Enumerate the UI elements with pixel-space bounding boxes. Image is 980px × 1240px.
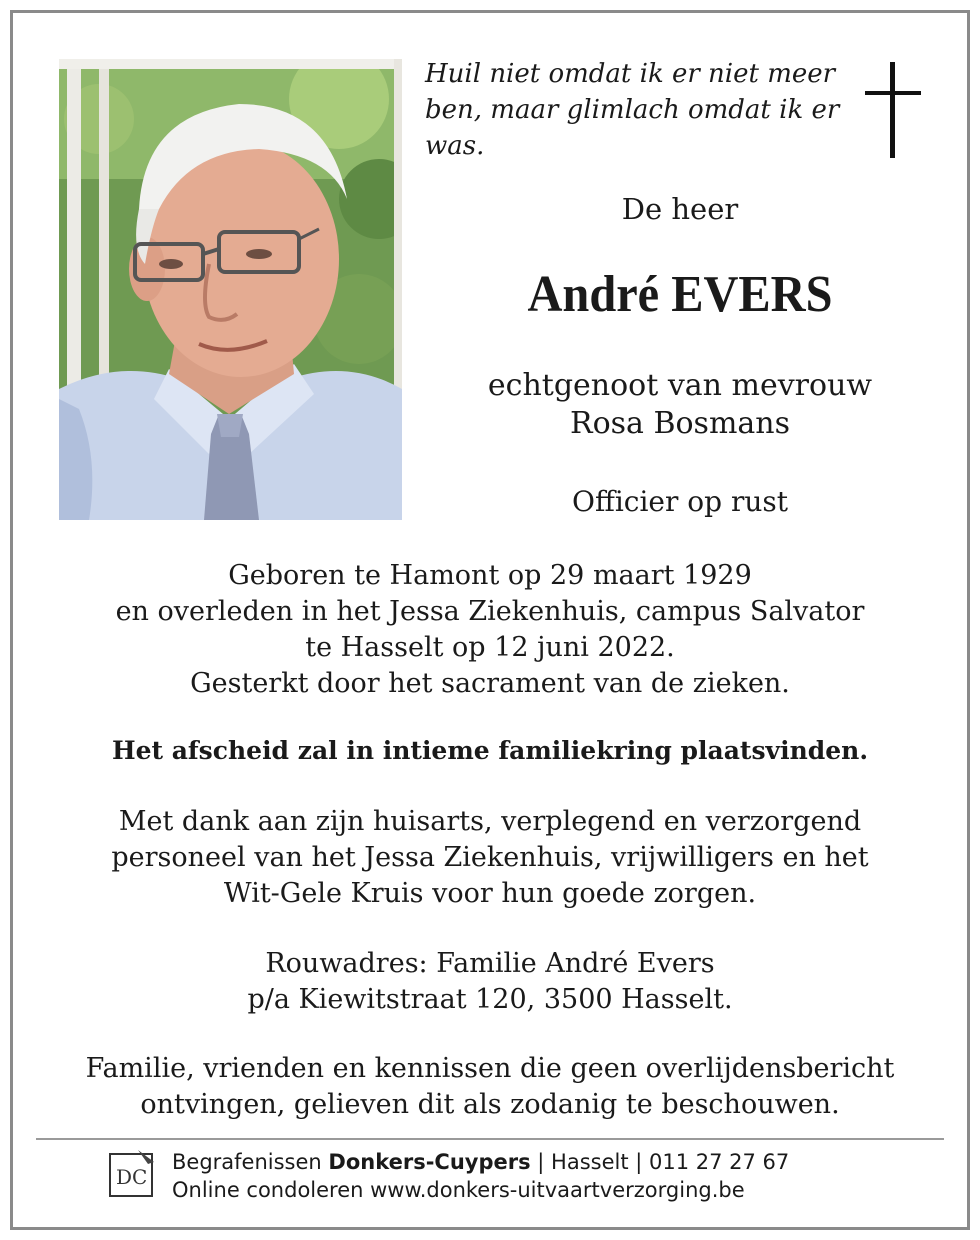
portrait-photo	[59, 59, 402, 520]
occupation: Officier op rust	[571, 485, 788, 518]
text-line: ontvingen, gelieven dit als zodanig te beschouwen.	[140, 1089, 840, 1120]
honorific-title: De heer	[621, 192, 739, 226]
farewell-notice: Het afscheid zal in intieme familiekring plaatsvinden.	[111, 736, 869, 765]
funeral-home-logo	[108, 1148, 156, 1198]
notice-paragraph	[30, 1051, 950, 1123]
footer-condolence-link[interactable]: Online condoleren www.donkers-uitvaartverzorging.be	[172, 1178, 745, 1202]
text-line: personeel van het Jessa Ziekenhuis, vrijwilligers en het	[111, 842, 869, 873]
text-line: Geboren te Hamont op 29 maart 1929	[228, 560, 752, 591]
text-line: Rouwadres: Familie André Evers	[265, 948, 715, 979]
logo-text: DC	[116, 1165, 148, 1189]
mourning-address	[30, 946, 950, 1018]
company-name: Donkers-Cuypers	[328, 1150, 531, 1174]
text-line: p/a Kiewitstraat 120, 3500 Hasselt.	[247, 984, 733, 1015]
footer-contact: | Hasselt | 011 27 27 67	[530, 1150, 790, 1174]
text-line: Met dank aan zijn huisarts, verplegend en verzorgend	[118, 806, 862, 837]
text-line: Wit-Gele Kruis voor hun goede zorgen.	[223, 878, 757, 909]
birth-death-paragraph	[30, 558, 950, 702]
memorial-quote: Huil niet omdat ik er niet meer ben, maar glimlach omdat ik er was.	[425, 59, 840, 161]
footer-line-1	[172, 1148, 789, 1176]
footer-prefix: Begrafenissen	[172, 1150, 329, 1174]
text-line: te Hasselt op 12 juni 2022.	[305, 632, 675, 663]
funeral-home-info	[172, 1148, 789, 1204]
cross-icon	[865, 62, 921, 158]
thanks-paragraph	[30, 804, 950, 912]
spouse-line: echtgenoot van mevrouw	[487, 368, 873, 403]
footer-divider	[36, 1138, 944, 1140]
deceased-name: André EVERS	[527, 266, 833, 323]
text-line: Gesterkt door het sacrament van de zieken.	[190, 668, 790, 699]
text-line: en overleden in het Jessa Ziekenhuis, campus Salvator	[115, 596, 865, 627]
spouse-info	[440, 367, 920, 443]
text-line: Familie, vrienden en kennissen die geen overlijdensbericht	[85, 1053, 895, 1084]
spouse-name: Rosa Bosmans	[569, 406, 791, 441]
